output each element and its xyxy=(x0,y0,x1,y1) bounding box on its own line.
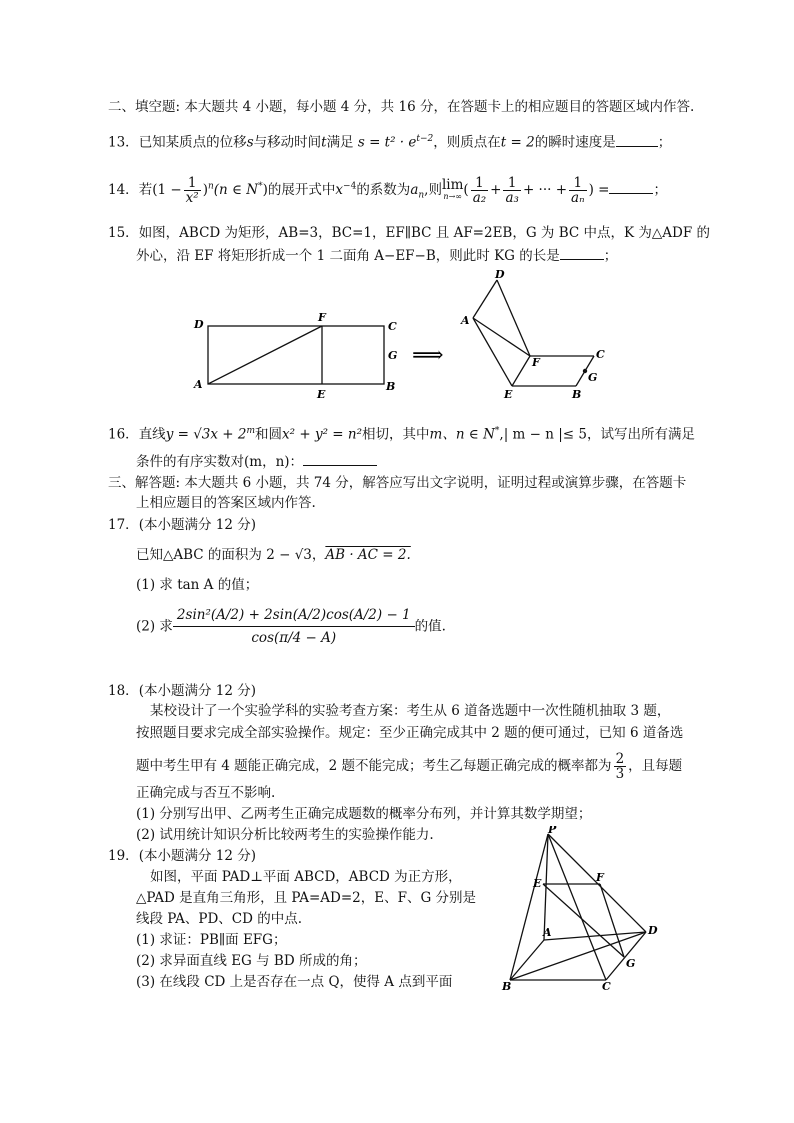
q19-part-3: (3) 在线段 CD 上是否存在一点 Q，使得 A 点到平面 xyxy=(136,974,453,990)
q13-text-a: 已知某质点的位移 xyxy=(138,134,247,151)
q15-line-2-wrap xyxy=(136,245,617,265)
question-15 xyxy=(108,224,710,242)
q13-var-s: s xyxy=(246,134,254,151)
q16-mn: m、n ∈ N xyxy=(429,426,495,443)
q14-frac-den: x² xyxy=(185,190,199,206)
q17-expr-numerator: 2sin²(A/2) + 2sin(A/2)cos(A/2) − 1 xyxy=(173,604,415,627)
q15-label-g: G xyxy=(388,349,398,362)
q19-figure xyxy=(496,826,666,992)
q15-label-d: D xyxy=(194,318,204,331)
q14-dots: + ··· + xyxy=(522,182,568,198)
question-19-head xyxy=(108,847,256,865)
q16-text-a: 直线 xyxy=(138,426,166,443)
q13-formula: s = t² · e xyxy=(357,134,417,151)
q15-point-g xyxy=(583,369,587,373)
question-16 xyxy=(108,422,695,444)
q15-fold-da xyxy=(473,280,497,318)
q15-fold-label-d: D xyxy=(495,268,505,281)
q14-f2-num: 1 xyxy=(503,176,520,191)
q14-number: 14． xyxy=(108,182,139,198)
q14-lim: lim xyxy=(441,176,464,193)
q19-label-d: D xyxy=(648,924,658,937)
q15-label-f: F xyxy=(318,311,326,324)
q14-power-n: n xyxy=(207,181,214,192)
q19-heading: (本小题满分 12 分) xyxy=(138,848,256,864)
q17-given-text: 已知△ABC 的面积为 2 − √3， xyxy=(136,547,326,563)
q18-line-1: 某校设计了一个实验学科的实验考查方案：考生从 6 道备选题中一次性随机抽取 3 题， xyxy=(150,703,671,719)
q15-line-2: 外心，沿 EF 将矩形折成一个 1 二面角 A−EF−B，则此时 KG 的长是 xyxy=(136,248,560,264)
q14-star: * xyxy=(258,181,263,192)
q14-f2-den: a₃ xyxy=(505,190,519,206)
q15-label-e: E xyxy=(317,388,326,401)
q14-answer-blank[interactable] xyxy=(609,179,653,194)
q15-fold-label-a: A xyxy=(461,314,470,327)
q19-label-g: G xyxy=(626,957,636,970)
q17-part-1: (1) 求 tan A 的值； xyxy=(136,577,259,593)
q19-part-2: (2) 求异面直线 EG 与 BD 所成的角； xyxy=(136,953,367,969)
q13-text-f: 的瞬时速度是 xyxy=(534,134,616,151)
q17-part-2 xyxy=(136,604,446,649)
q13-var-t: t xyxy=(321,134,327,151)
q14-frac-num: 1 xyxy=(184,176,201,191)
q17-given xyxy=(136,546,411,564)
q18-line-2: 按照题目要求完成全部实验操作。规定：至少正确完成其中 2 题的便可通过，已知 6 道备选 xyxy=(136,725,684,741)
section-3-line-2: 上相应题目的答案区域内作答. xyxy=(136,495,316,511)
q14-equals: ) = xyxy=(588,182,610,198)
q14-f3-den: aₙ xyxy=(571,190,585,206)
q14-text-d: (n ∈ N xyxy=(213,182,259,198)
q14-end: ； xyxy=(653,182,667,198)
q15-fold-label-c: C xyxy=(596,348,605,361)
q15-fold-ae xyxy=(473,318,512,386)
q18-frac-den: 3 xyxy=(615,766,625,782)
q17-vector: AB · AC = 2. xyxy=(325,547,411,563)
q19-label-p: P xyxy=(548,826,557,836)
q15-line-af xyxy=(208,326,322,384)
q18-line-3-a: 题中考生甲有 4 题能正确完成，2 题不能完成；考生乙每题正确完成的概率都为 xyxy=(136,758,612,774)
q14-text-g: 的系数为 xyxy=(356,182,411,198)
q15-label-a: A xyxy=(194,378,203,391)
question-18-head xyxy=(108,682,256,700)
question-17-head xyxy=(108,516,256,534)
q14-paren-open: ( xyxy=(463,182,469,198)
q13-number: 13． xyxy=(108,134,139,151)
q19-label-a: A xyxy=(543,926,552,939)
q16-exp-m: m xyxy=(246,426,256,436)
q16-star: * xyxy=(494,426,500,436)
q15-line-1: 如图，ABCD 为矩形，AB=3，BC=1，EF∥BC 且 AF=2EB，G 为 BC 中点，K 为△ADF 的 xyxy=(138,225,711,241)
q15-fold-label-g: G xyxy=(588,371,598,384)
q17-heading: (本小题满分 12 分) xyxy=(138,517,256,533)
q18-number: 18． xyxy=(108,683,139,699)
q15-figure xyxy=(190,266,620,408)
q18-line-3 xyxy=(136,752,682,781)
q16-text-g: ,| m − n |≤ 5，试写出所有满足 xyxy=(499,426,695,443)
q13-t-value: t = 2 xyxy=(500,134,535,151)
q14-f1-num: 1 xyxy=(471,176,488,191)
q13-end: ； xyxy=(657,134,672,151)
question-13 xyxy=(108,130,671,152)
q14-text-i: ,则 xyxy=(424,182,442,198)
q17-number: 17． xyxy=(108,517,139,533)
q18-part-1: (1) 分别写出甲、乙两考生正确完成题数的概率分布列，并计算其数学期望； xyxy=(136,806,592,822)
q19-part-1: (1) 求证：PB∥面 EFG； xyxy=(136,932,287,948)
q16-text-c: 和圆 xyxy=(255,426,283,443)
q16-line-2-wrap xyxy=(136,451,377,471)
q19-label-f: F xyxy=(596,871,604,884)
q15-fold-label-f: F xyxy=(532,356,540,369)
question-14: 14．若(1 − $\frac{1}{\text{x²}}$ )$^n$(n ∈ N*)的展开式中$x^{-4}$的系数为$a_n$,则 lim n→∞ ( $\frac{1}{\text{a₂}}$ + $\frac{1}{\text{a₃}}$ + ··· + $\frac{1}{\text{aₙ}}$ ) = ； xyxy=(108,175,667,206)
q14-text-b: (1 − xyxy=(152,182,182,198)
q16-circle-eq: x² + y² = n² xyxy=(282,426,363,443)
q15-fold-label-e: E xyxy=(504,388,513,401)
q15-number: 15． xyxy=(108,225,139,241)
q14-exp-x: −4 xyxy=(343,181,357,192)
q17-part-2-label: (2) 求 xyxy=(136,618,173,635)
q16-text-e: 相切，其中 xyxy=(362,426,430,443)
q14-text-c: ) xyxy=(202,182,208,198)
q15-label-b: B xyxy=(386,380,396,393)
q18-frac-num: 2 xyxy=(615,751,625,767)
q14-sub-n: n xyxy=(418,190,425,201)
section-2-title: 二、填空题: 本大题共 4 小题，每小题 4 分，共 16 分，在答题卡上的相应题目的答题区域内作答. xyxy=(108,99,695,115)
q15-answer-blank[interactable] xyxy=(560,245,604,260)
q15-rectangle xyxy=(208,326,384,384)
q19-edge-ad xyxy=(544,932,646,940)
q19-line-1: 如图，平面 PAD⊥平面 ABCD，ABCD 为正方形， xyxy=(150,869,462,885)
q14-lim-sub: n→∞ xyxy=(443,191,462,201)
q13-exponent: t−2 xyxy=(416,134,434,144)
q16-number: 16． xyxy=(108,426,139,443)
q14-var-a: a xyxy=(410,182,419,198)
q14-text-e: )的展开式中 xyxy=(262,182,336,198)
q15-arrow: ⟹ xyxy=(412,343,444,368)
q17-part-2-end: 的值. xyxy=(414,618,446,635)
q13-answer-blank[interactable] xyxy=(616,132,658,147)
q16-answer-blank[interactable] xyxy=(303,451,377,466)
q18-line-4: 正确完成与否互不影响. xyxy=(136,785,276,801)
q14-f1-den: a₂ xyxy=(472,190,487,206)
q19-label-c: C xyxy=(602,980,611,992)
q13-text-c: 满足 xyxy=(326,134,354,151)
q14-f3-num: 1 xyxy=(569,176,587,191)
q13-text-d: ，则质点在 xyxy=(433,134,501,151)
q19-label-e: E xyxy=(533,877,542,890)
q14-var-x: x xyxy=(335,182,344,198)
q19-line-3: 线段 PA、PD、CD 的中点. xyxy=(136,911,303,927)
q18-heading: (本小题满分 12 分) xyxy=(138,683,256,699)
q17-expr-denominator: cos(π/4 − A) xyxy=(251,630,337,646)
q18-part-2: (2) 试用统计知识分析比较两考生的实验操作能力. xyxy=(136,827,434,843)
q18-line-3-b: ，且每题 xyxy=(628,758,683,774)
q14-text-a: 若 xyxy=(138,182,153,198)
q19-edge-pc xyxy=(548,834,606,980)
q19-number: 19． xyxy=(108,848,139,864)
q13-text-b: 与移动时间 xyxy=(253,134,322,151)
q15-fold-fe xyxy=(512,356,530,386)
q15-label-c: C xyxy=(388,320,397,333)
q15-end: ； xyxy=(603,248,618,264)
q16-line-2: 条件的有序实数对(m，n)： xyxy=(136,454,304,470)
q15-fold-label-b: B xyxy=(572,388,582,401)
q19-line-2: △PAD 是直角三角形，且 PA=AD=2，E、F、G 分别是 xyxy=(136,890,477,906)
q16-line-eq: y = √3x + 2 xyxy=(165,426,247,443)
section-3-line-1: 三、解答题: 本大题共 6 小题，共 74 分，解答应写出文字说明，证明过程或演算步骤，在答题卡 xyxy=(108,475,687,491)
q19-label-b: B xyxy=(502,980,512,992)
